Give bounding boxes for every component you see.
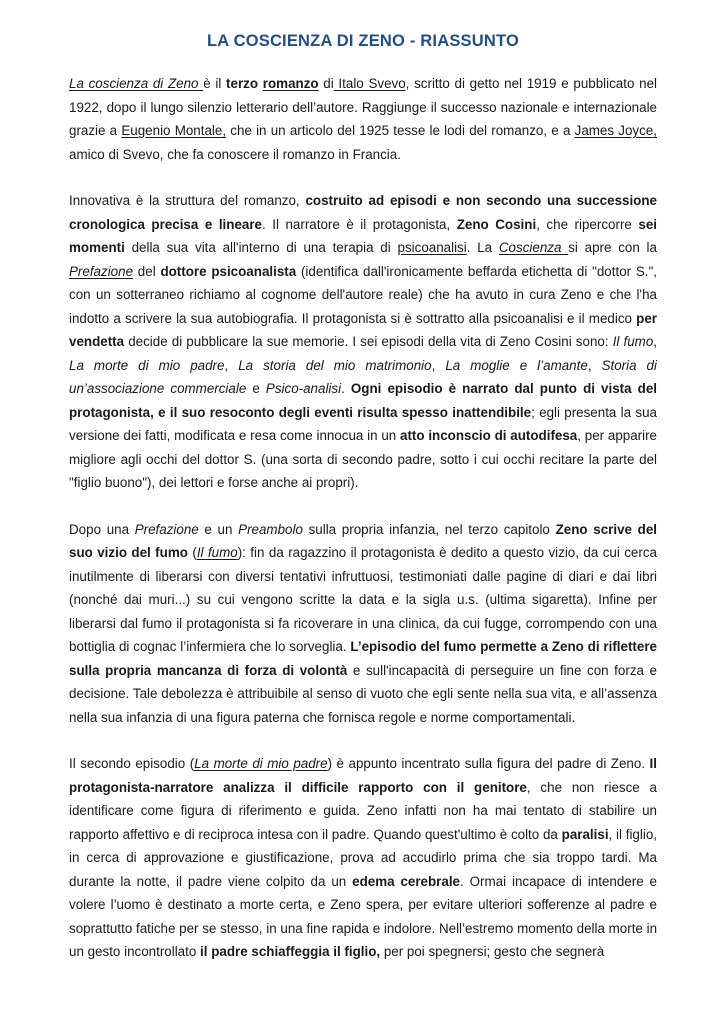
text-run: Coscienza xyxy=(498,240,569,255)
text-run: di xyxy=(318,76,334,91)
text-run: ; egli presenta la sua versione dei fatti, modificata e resa come innocua in un xyxy=(69,404,657,443)
document-title: LA COSCIENZA DI ZENO - RIASSUNTO xyxy=(207,32,519,50)
text-run: sei momenti xyxy=(69,216,658,255)
text-run: della sua vita all'interno di una terapia di xyxy=(124,240,398,255)
paragraph-il-fumo xyxy=(69,518,657,730)
text-run: Dopo una xyxy=(69,521,135,537)
text-run: per poi spegnersi; gesto che segnerà xyxy=(380,944,605,959)
text-run: che in un articolo del 1925 tesse le lodi del romanzo, e a xyxy=(226,123,575,138)
text-run: decide di pubblicare la sue memorie. I sei episodi della vita di Zeno Cosini sono: xyxy=(124,334,613,349)
text-run: , xyxy=(224,357,239,373)
text-run: , xyxy=(587,357,602,373)
text-run: Il fumo xyxy=(612,334,654,349)
text-run: L’episodio del fumo permette a Zeno di riflettere sulla propria mancanza di forza di volontà xyxy=(69,639,657,678)
text-run: ( xyxy=(187,545,197,560)
text-run: sulla propria infanzia, nel terzo capitolo xyxy=(302,521,556,537)
text-run: Il protagonista-narratore analizza il difficile rapporto con il genitore xyxy=(69,756,657,795)
text-run: , xyxy=(653,334,657,349)
document-body xyxy=(69,72,657,964)
text-run: dottore psicoanalista xyxy=(160,263,297,279)
text-run: psicoanalisi xyxy=(397,240,467,255)
text-run: Storia di un’associazione commerciale xyxy=(69,357,657,396)
text-run: ) è appunto incentrato sulla figura del padre di Zeno. xyxy=(327,756,650,771)
text-run: amico di Svevo, che fa conoscere il romanzo in Francia. xyxy=(69,146,401,162)
text-run: , xyxy=(431,357,446,373)
text-run: romanzo xyxy=(262,76,319,91)
text-run: La moglie e l’amante xyxy=(445,357,588,373)
text-run: , per apparire migliore agli occhi del dottor S. (una sorta di secondo padre, sotto i cui occhi recitare la parte del "figlio buono"), dei lettori e forse anche ai propri). xyxy=(69,428,657,490)
text-run: costruito ad episodi e non secondo una successione cronologica precisa e lineare xyxy=(69,193,657,232)
text-run: Zeno Cosini xyxy=(456,216,537,232)
text-run: Prefazione xyxy=(69,263,134,279)
text-run: per vendetta xyxy=(69,310,657,349)
text-run: Il secondo episodio ( xyxy=(69,756,195,771)
text-run: edema cerebrale xyxy=(352,873,461,889)
text-run: Prefazione xyxy=(134,521,199,537)
text-run: del xyxy=(133,263,161,279)
text-run: Innovativa è la struttura del romanzo, xyxy=(69,193,306,208)
text-run: Ogni episodio è narrato dal punto di vista del protagonista, e il suo resoconto degli eventi risulta spesso inattendibile xyxy=(69,381,658,420)
text-run: Eugenio Montale, xyxy=(121,123,227,138)
text-run: Psico-analisi xyxy=(265,381,342,396)
text-run: si apre con la xyxy=(568,240,657,255)
text-run: atto inconscio di autodifesa xyxy=(400,428,578,443)
text-run: La morte di mio padre xyxy=(69,357,225,373)
text-run: , scritto di getto nel 1919 e pubblicato nel 1922, dopo il lungo silenzio letterario dell’autore. Raggiunge il successo nazionale e internazionale grazie a xyxy=(69,76,657,138)
text-run: . La xyxy=(466,240,499,255)
text-run: , il figlio, in cerca di approvazione e giustificazione, prova ad accudirlo prima che sia troppo tardi. Ma durante la notte, il padre viene colpito da un xyxy=(69,826,657,889)
text-run: , che non riesce a identificare come figura di riferimento e guida. Zeno infatti non ha mai tentato di stabilire un rapporto affettivo e di reciproca intesa con il padre. Quando quest'ultimo è colto da xyxy=(69,779,657,842)
text-run: e un xyxy=(198,521,239,537)
text-run: Italo Svevo xyxy=(333,76,406,91)
text-run: La morte di mio padre xyxy=(194,756,328,771)
text-run: Preambolo xyxy=(238,521,303,537)
text-run: terzo xyxy=(226,76,259,91)
text-run: ): fin da ragazzino il protagonista è dedito a questo vizio, da cui cerca inutilmente di liberarsi con diversi tentativi infruttuosi, testimoniati dalle pagine di diari e dai libri (nonché dai muri...) su cui vengono scritte la data e la sigla u.s. (ultima sigaretta). Infine per liberarsi dal fumo il protagonista si fa ricoverare in una clinica, da cui fugge, corrompendo con una bottiglia di cognac l’infermiera che lo sorveglia. xyxy=(69,545,657,654)
text-run: . xyxy=(341,381,351,396)
text-run: è il xyxy=(203,76,227,91)
text-run: e xyxy=(246,381,266,396)
text-run: James Joyce, xyxy=(574,123,657,138)
paragraph-morte-padre xyxy=(69,752,657,964)
text-run: . Il narratore è il protagonista, xyxy=(262,216,457,232)
text-run: , che ripercorre xyxy=(536,216,639,232)
text-run: La storia del mio matrimonio xyxy=(238,357,432,373)
text-run: Il fumo xyxy=(196,545,238,560)
text-run: . Ormai incapace di intendere e volere l’uomo è destinato a morte certa, e Zeno spera, per evitare ulteriori sofferenze al padre e soprattutto fatiche per se stesso, in una fine rapida e indolore. Nell’estremo momento della morte in un gesto incontrollato xyxy=(69,873,658,959)
text-run: (identifica dall'ironicamente beffarda etichetta di "dottor S.", con un sotterraneo richiamo al cognome dell'autore reale) che ha avuto in cura Zeno e che l'ha indotto a scrivere la sua autobiografia. Il protagonista si è sottratto alla psicoanalisi e il medico xyxy=(69,263,657,326)
text-run: La coscienza di Zeno xyxy=(69,76,204,91)
text-run: Zeno scrive del suo vizio del fumo xyxy=(69,521,657,560)
text-run: il padre schiaffeggia il figlio, xyxy=(200,944,381,959)
paragraph-structure xyxy=(69,189,657,495)
paragraph-intro xyxy=(69,72,657,166)
text-run: e sull'incapacità di perseguire un fine con forza e decisione. Tale debolezza è attribuibile al senso di vuoto che egli sente nella sua vita, e all’assenza nella sua infanzia di una figura paterna che fornisca regole e norme comportamentali. xyxy=(69,662,657,725)
text-run: paralisi xyxy=(561,826,609,842)
